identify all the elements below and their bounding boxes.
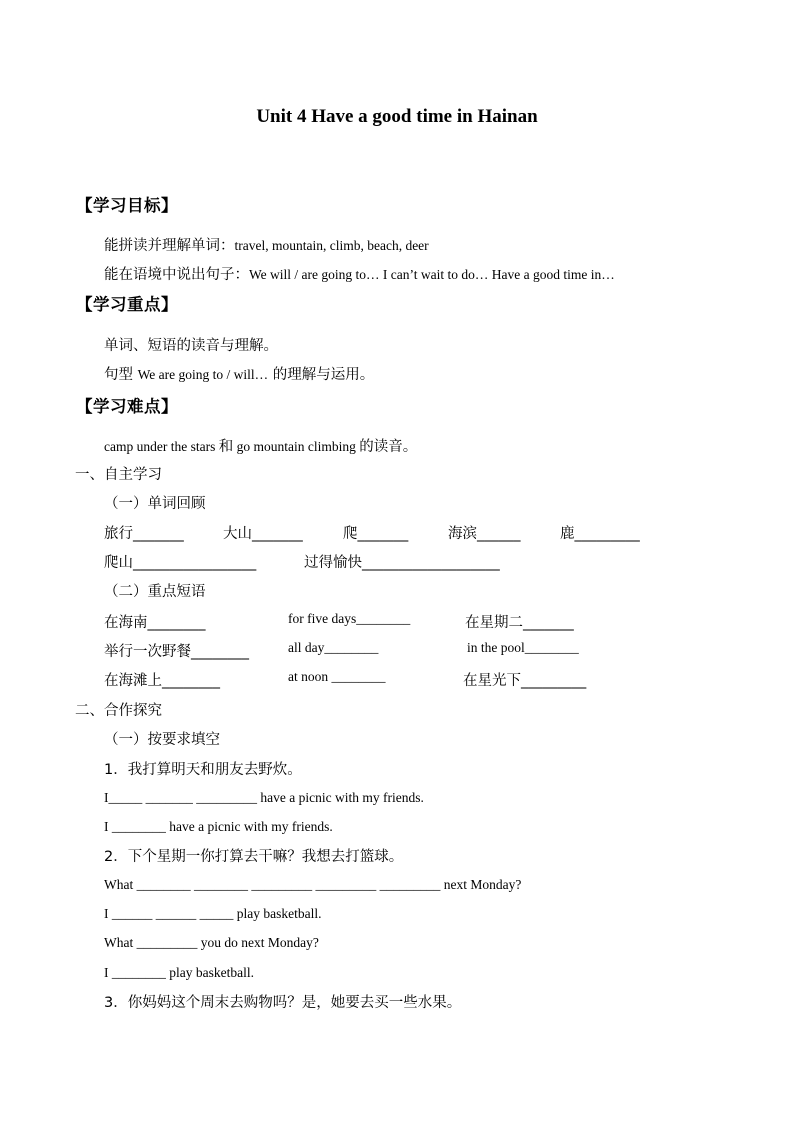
section-heading-difficulty: 【学习难点】 <box>76 397 178 416</box>
question-1: 1．我打算明天和朋友去野炊。 <box>104 762 302 778</box>
phrase-item: 在星期二_______ <box>465 615 574 631</box>
phrase-text: at noon ________ <box>288 669 386 684</box>
focus-line-2 <box>104 363 374 384</box>
part2-sub1: （一）按要求填空 <box>104 732 220 748</box>
part1-sub1: （一）单词回顾 <box>104 496 206 512</box>
difficulty-en-1: camp under the stars <box>104 439 219 454</box>
word-item: 爬_______ <box>343 526 409 542</box>
answer-line: I ________ play basketball. <box>104 965 254 980</box>
page-title: Unit 4 Have a good time in Hainan <box>256 106 538 127</box>
question-2: 2．下个星期一你打算去干嘛？我想去打篮球。 <box>104 849 404 865</box>
phrase-item: 在星光下_________ <box>463 673 587 689</box>
section-heading-goals: 【学习目标】 <box>76 196 178 215</box>
focus-line-2-en: We are going to / will… <box>137 367 269 382</box>
phrase-text: for five days________ <box>288 611 411 626</box>
difficulty-en-2: go mountain climbing <box>233 439 360 454</box>
phrase-item <box>467 640 579 656</box>
difficulty-zh-1: 和 <box>218 439 234 455</box>
answer-line: I ________ have a picnic with my friends. <box>104 819 333 834</box>
answer-line: I_____ _______ _________ have a picnic with my friends. <box>104 790 424 805</box>
phrase-item: 在海滩上________ <box>104 673 220 689</box>
section-heading-focus: 【学习重点】 <box>76 295 178 314</box>
word-item: 爬山_________________ <box>104 555 257 571</box>
word-item: 大山_______ <box>223 526 303 542</box>
phrase-text: all day________ <box>288 640 379 655</box>
focus-line-2-zh2: 的理解与运用。 <box>268 367 375 383</box>
answer-line: What _________ you do next Monday? <box>104 935 319 950</box>
phrase-text: in the pool________ <box>467 640 579 655</box>
goal-line-1-en: travel, mountain, climb, beach, deer <box>234 238 429 253</box>
phrase-item <box>288 669 386 685</box>
goal-line-2-zh: 能在语境中说出句子： <box>104 267 249 283</box>
word-item: 海滨______ <box>448 526 521 542</box>
part1-sub2: （二）重点短语 <box>104 584 206 600</box>
difficulty-line <box>104 435 417 456</box>
answer-line: I ______ ______ _____ play basketball. <box>104 906 322 921</box>
phrase-item <box>288 640 378 656</box>
goal-line-1 <box>104 234 429 255</box>
answer-line: What ________ ________ _________ _________ _________ next Monday? <box>104 877 522 892</box>
focus-line-2-zh1: 句型 <box>104 367 138 383</box>
question-3: 3．你妈妈这个周末去购物吗？是，她要去买一些水果。 <box>104 995 462 1011</box>
part1-heading: 一、自主学习 <box>75 467 162 483</box>
phrase-item: 在海南________ <box>104 615 206 631</box>
phrase-item: 举行一次野餐________ <box>104 644 249 660</box>
word-item: 旅行_______ <box>104 526 184 542</box>
word-item: 鹿_________ <box>560 526 640 542</box>
focus-line-1: 单词、短语的读音与理解。 <box>104 338 278 354</box>
goal-line-2 <box>104 263 615 284</box>
goal-line-1-zh: 能拼读并理解单词： <box>104 238 235 254</box>
difficulty-zh-2: 的读音。 <box>359 439 418 455</box>
word-item: 过得愉快___________________ <box>304 555 500 571</box>
phrase-item <box>288 611 410 627</box>
goal-line-2-en: We will / are going to… I can’t wait to do… Have a good time in… <box>249 267 615 282</box>
part2-heading: 二、合作探究 <box>75 703 162 719</box>
